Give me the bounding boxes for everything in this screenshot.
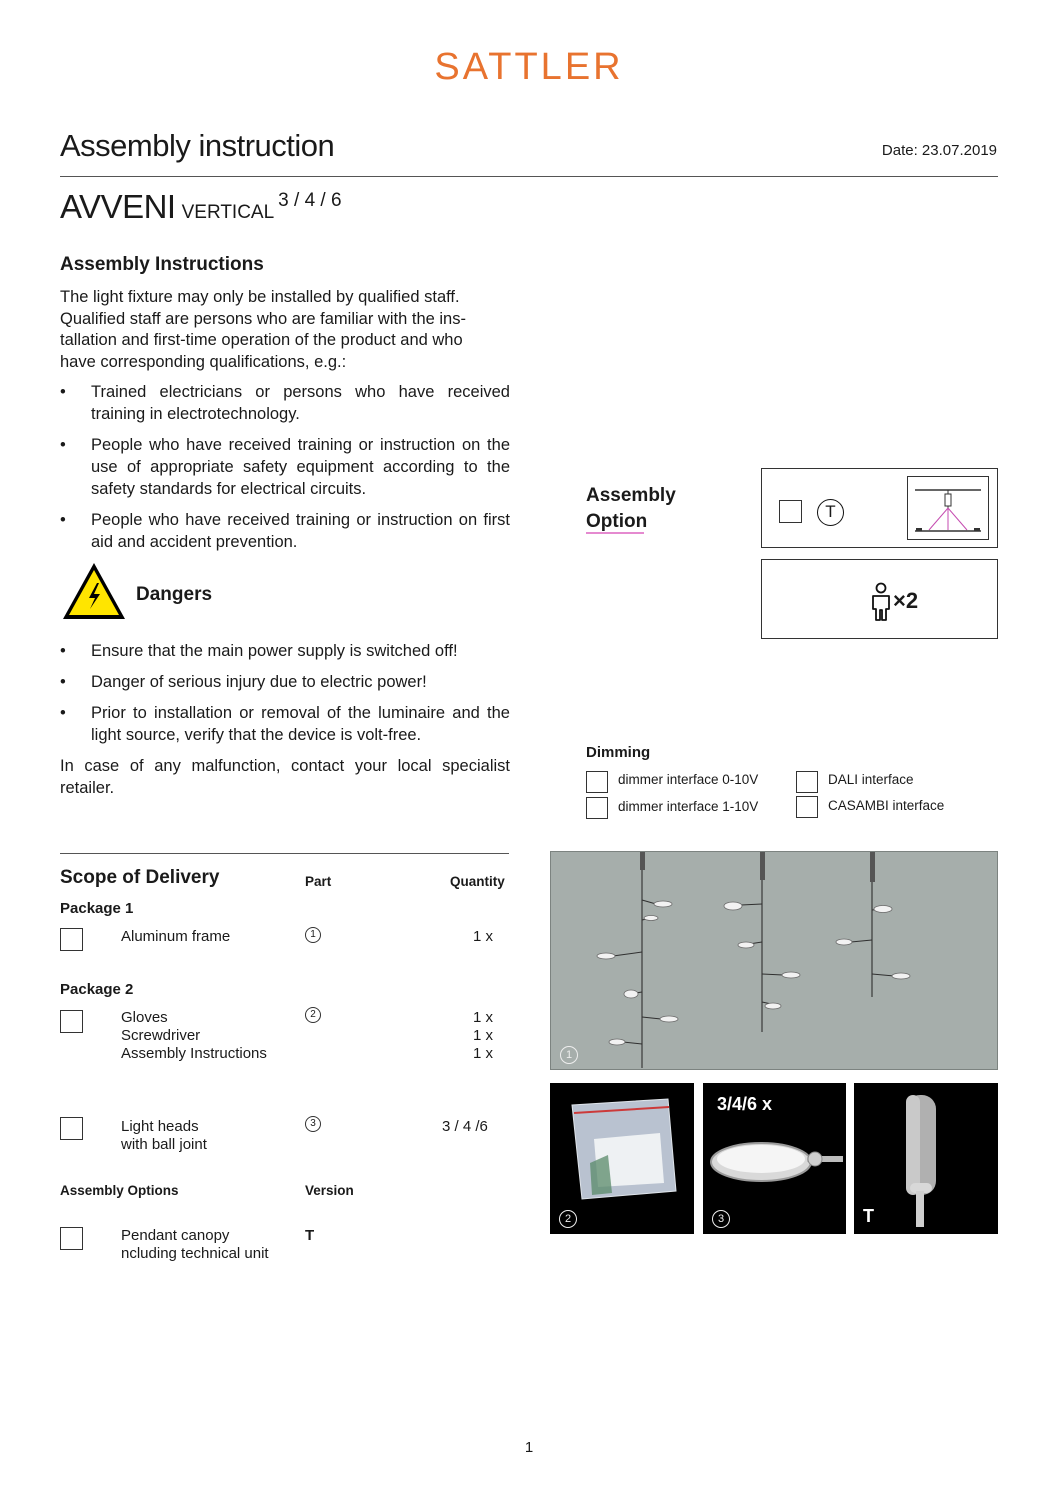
dangers-heading: Dangers: [136, 584, 213, 605]
list-item: • Trained electricians or persons who have received training in electrotechnology.: [60, 381, 510, 425]
dimmer-0-10v-label: dimmer interface 0-10V: [618, 772, 759, 787]
casambi-label: CASAMBI interface: [828, 798, 945, 813]
canopy-illustration: [854, 1083, 998, 1234]
list-item: Assembly Instructions: [121, 1045, 267, 1062]
dimmer-0-10v-checkbox[interactable]: [586, 771, 608, 793]
light-heads-qty: 3 / 4 /6: [442, 1118, 488, 1135]
scope-divider: [60, 853, 509, 854]
pendant-canopy-version: T: [305, 1227, 315, 1244]
dangers-list: [60, 640, 510, 746]
document-title: Assembly instruction: [60, 128, 335, 163]
package2-checkbox[interactable]: [60, 1010, 83, 1033]
assembly-option-line: Assembly: [586, 485, 676, 506]
pendant-canopy-checkbox[interactable]: [60, 1227, 83, 1250]
part-number-badge: 1: [305, 927, 321, 943]
light-heads-checkbox[interactable]: [60, 1117, 83, 1140]
assembly-option-heading: [586, 483, 676, 535]
product-name: AVVENI: [60, 188, 176, 225]
pendant-canopy-diagram-icon: [907, 476, 989, 540]
malfunction-note: In case of any malfunction, contact your local specialist retailer.: [60, 757, 510, 797]
light-heads-line: Light heads: [121, 1118, 199, 1135]
document-date: Date: 23.07.2019: [881, 142, 997, 159]
light-head-count-label: 3/4/6 x: [717, 1094, 773, 1114]
installer-count-box: [761, 559, 998, 639]
intro-line: The light fixture may only be installed by qualified staff.: [60, 288, 460, 306]
light-head-photo: [703, 1083, 846, 1234]
list-item: 1 x: [473, 1009, 494, 1026]
option-t-badge: T: [817, 499, 844, 526]
canopy-photo: [854, 1083, 998, 1234]
assembly-option-box: [761, 468, 998, 548]
instructions-heading: Assembly Instructions: [60, 254, 264, 275]
instructions-intro: [60, 287, 510, 373]
version-column-header: Version: [305, 1183, 354, 1198]
photo-number-badge: 2: [559, 1210, 577, 1228]
pendant-canopy-line: ncluding technical unit: [121, 1245, 269, 1262]
list-item: • People who have received training or instruction on the use of appropriate safety equipment according to the safety standards for electrical circuits.: [60, 434, 510, 500]
quantity-column-header: Quantity: [450, 874, 505, 889]
assembly-options-heading: Assembly Options: [60, 1183, 179, 1198]
part-number-badge: 3: [305, 1116, 321, 1132]
list-item: Screwdriver: [121, 1027, 201, 1044]
scope-heading: Scope of Delivery: [60, 867, 220, 888]
light-heads-label: [121, 1118, 207, 1154]
luminaire-illustration: [551, 852, 998, 1070]
list-item: 1 x: [473, 1045, 494, 1062]
intro-line: Qualified staff are persons who are familiar with the ins-: [60, 309, 466, 328]
dali-checkbox[interactable]: [796, 771, 818, 793]
person-icon: [869, 582, 893, 622]
installer-count: ×2: [893, 588, 919, 613]
sattler-logo: SATTLER: [434, 46, 624, 88]
list-item: • Ensure that the main power supply is switched off!: [60, 640, 510, 662]
casambi-checkbox[interactable]: [796, 796, 818, 818]
canopy-version-label: T: [863, 1206, 874, 1226]
part-number-badge: 2: [305, 1007, 321, 1023]
dimmer-1-10v-label: dimmer interface 1-10V: [618, 799, 759, 814]
package2-heading: Package 2: [60, 981, 134, 998]
package2-qtys: [473, 1009, 493, 1063]
option-t-checkbox[interactable]: [779, 500, 802, 523]
qualification-list: [60, 381, 510, 553]
list-item: • Prior to installation or removal of the luminaire and the light source, verify that the device is volt-free.: [60, 702, 510, 746]
luminaire-photo: [550, 851, 998, 1070]
assembly-option-line: Option: [586, 511, 648, 532]
assembly-option-underline: [586, 532, 644, 534]
pendant-canopy-line: Pendant canopy: [121, 1227, 230, 1244]
dali-label: DALI interface: [828, 772, 914, 787]
product-variant: VERTICAL: [181, 202, 275, 223]
electric-hazard-icon: [60, 560, 128, 622]
list-item: • People who have received training or instruction on first aid and accident prevention.: [60, 509, 510, 553]
photo-number-badge: 3: [712, 1210, 730, 1228]
package2-items: [121, 1009, 267, 1063]
dimmer-1-10v-checkbox[interactable]: [586, 797, 608, 819]
light-head-illustration: [703, 1129, 846, 1199]
light-heads-line: with ball joint: [121, 1136, 207, 1153]
dimming-heading: Dimming: [586, 744, 651, 761]
page-number: 1: [524, 1439, 534, 1456]
aluminum-frame-qty: 1 x: [473, 928, 494, 945]
list-item: • Danger of serious injury due to electric power!: [60, 671, 510, 693]
package1-heading: Package 1: [60, 900, 134, 917]
intro-line: tallation and first-time operation of the product and who: [60, 331, 463, 349]
list-item: 1 x: [473, 1027, 494, 1044]
product-title: [60, 188, 342, 226]
header-divider: [60, 176, 998, 177]
package1-checkbox[interactable]: [60, 928, 83, 951]
accessories-bag-photo: [550, 1083, 694, 1234]
intro-line: have corresponding qualifications, e.g.:: [60, 352, 347, 371]
pendant-canopy-label: [121, 1227, 269, 1263]
photo-number-badge: 1: [560, 1046, 578, 1064]
aluminum-frame-label: Aluminum frame: [121, 928, 231, 945]
part-column-header: Part: [305, 874, 332, 889]
list-item: Gloves: [121, 1009, 168, 1026]
product-numbers: 3 / 4 / 6: [278, 190, 342, 211]
